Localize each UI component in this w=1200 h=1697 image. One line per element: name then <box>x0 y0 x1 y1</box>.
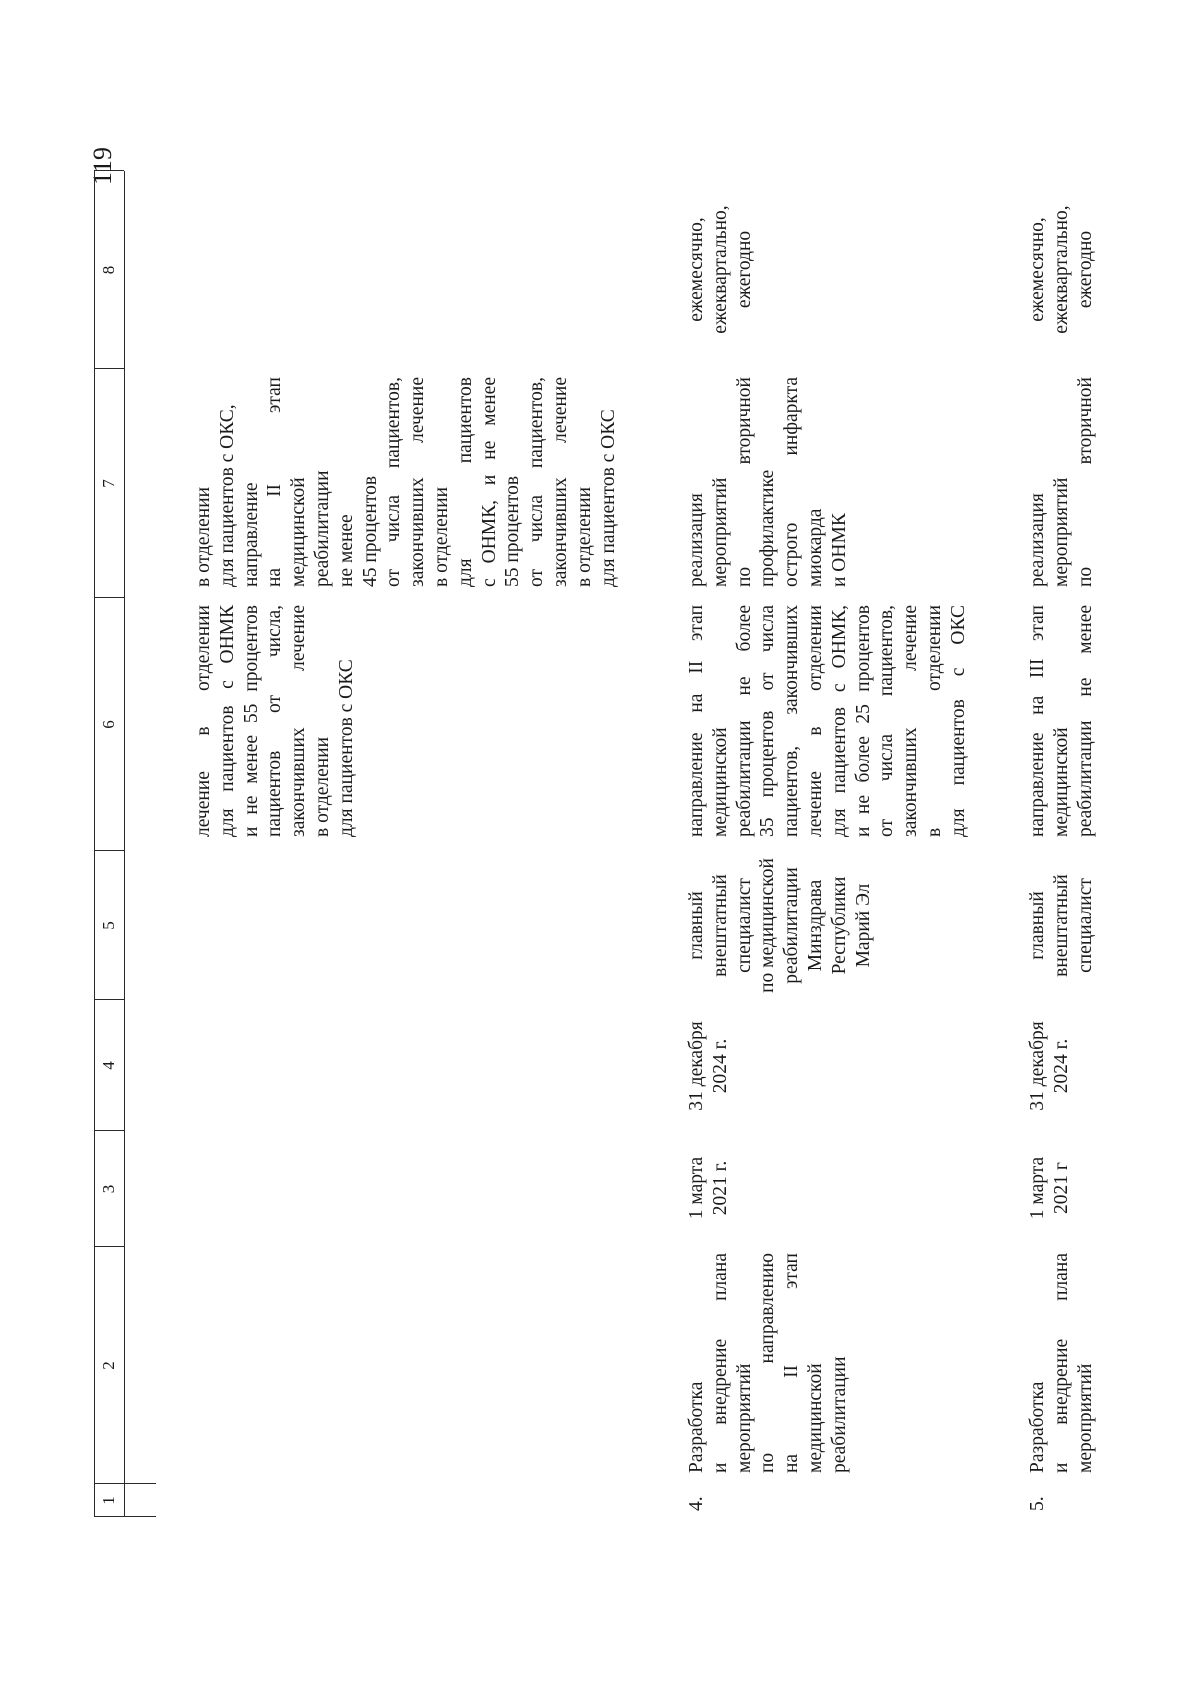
header-top-rule <box>94 171 95 1517</box>
continued-col7-text: в отделении для пациентов с ОКС, направление на II этап медицинской реабилитации не менее 45 процентов от числа пациентов, закончивших лечение в отделении для пациентов с ОНМК, и не менее 55 процентов от числа пациентов, закончивших лечение в отделении для пациентов с ОКС <box>193 377 619 587</box>
header-col-6: 6 <box>99 720 118 729</box>
header-col-3: 3 <box>99 1184 118 1194</box>
page-number: 119 <box>88 146 117 185</box>
row-4-title: Разработка и внедрение плана мероприятий по направлению на II этап медицинской реабилитации <box>686 1253 850 1473</box>
header-col-2: 2 <box>99 1361 118 1370</box>
row-4-result: реализация мероприятий по вторичной профилактике острого инфаркта миокарда и ОНМК <box>686 377 850 587</box>
row-5-result: реализация мероприятий по вторичной <box>1027 377 1096 587</box>
header-col-5: 5 <box>99 921 118 930</box>
row-4-indicator: направление на II этап медицинской реабилитации не более 35 процентов от числа пациентов, закончивших лечение в отделении для пациентов с ОНМК, и не более 25 процентов от числа пациентов, закончивших лечение в отделении для пациентов с ОКС <box>686 605 969 837</box>
row-5-number: 5. <box>1027 1496 1048 1511</box>
row-4-frequency: ежемесячно, ежеквартально, ежегодно <box>686 205 755 334</box>
row-5-frequency: ежемесячно, ежеквартально, ежегодно <box>1027 205 1096 334</box>
row-5-end-date: 31 декабря 2024 г. <box>1027 1021 1072 1111</box>
row-4-number: 4. <box>686 1496 707 1511</box>
row-4-start-date: 1 марта 2021 г. <box>686 1156 731 1220</box>
row-5-start-date: 1 марта 2021 г <box>1027 1156 1072 1220</box>
header-col-8: 8 <box>99 265 118 275</box>
header-col-7: 7 <box>99 479 118 488</box>
row-4-responsible: главный внештатный специалист по медицинской реабилитации Минздрава Республики Марий Эл <box>686 858 874 993</box>
header-col-4: 4 <box>99 1061 118 1070</box>
row-4-end-date: 31 декабря 2024 г. <box>686 1021 731 1111</box>
header-col-1: 1 <box>99 1496 118 1505</box>
header-bottom-rule <box>124 171 125 1517</box>
row-5-title: Разработка и внедрение плана мероприятий <box>1027 1253 1096 1473</box>
row-5-responsible: главный внештатный специалист <box>1027 874 1096 977</box>
row-5-indicator: направление на III этап медицинской реабилитации не менее <box>1027 605 1096 837</box>
continued-col6-text: лечение в отделении для пациентов с ОНМК и не менее 55 процентов пациентов от числа, закончивших лечение в отделении для пациентов с ОКС <box>193 605 357 837</box>
